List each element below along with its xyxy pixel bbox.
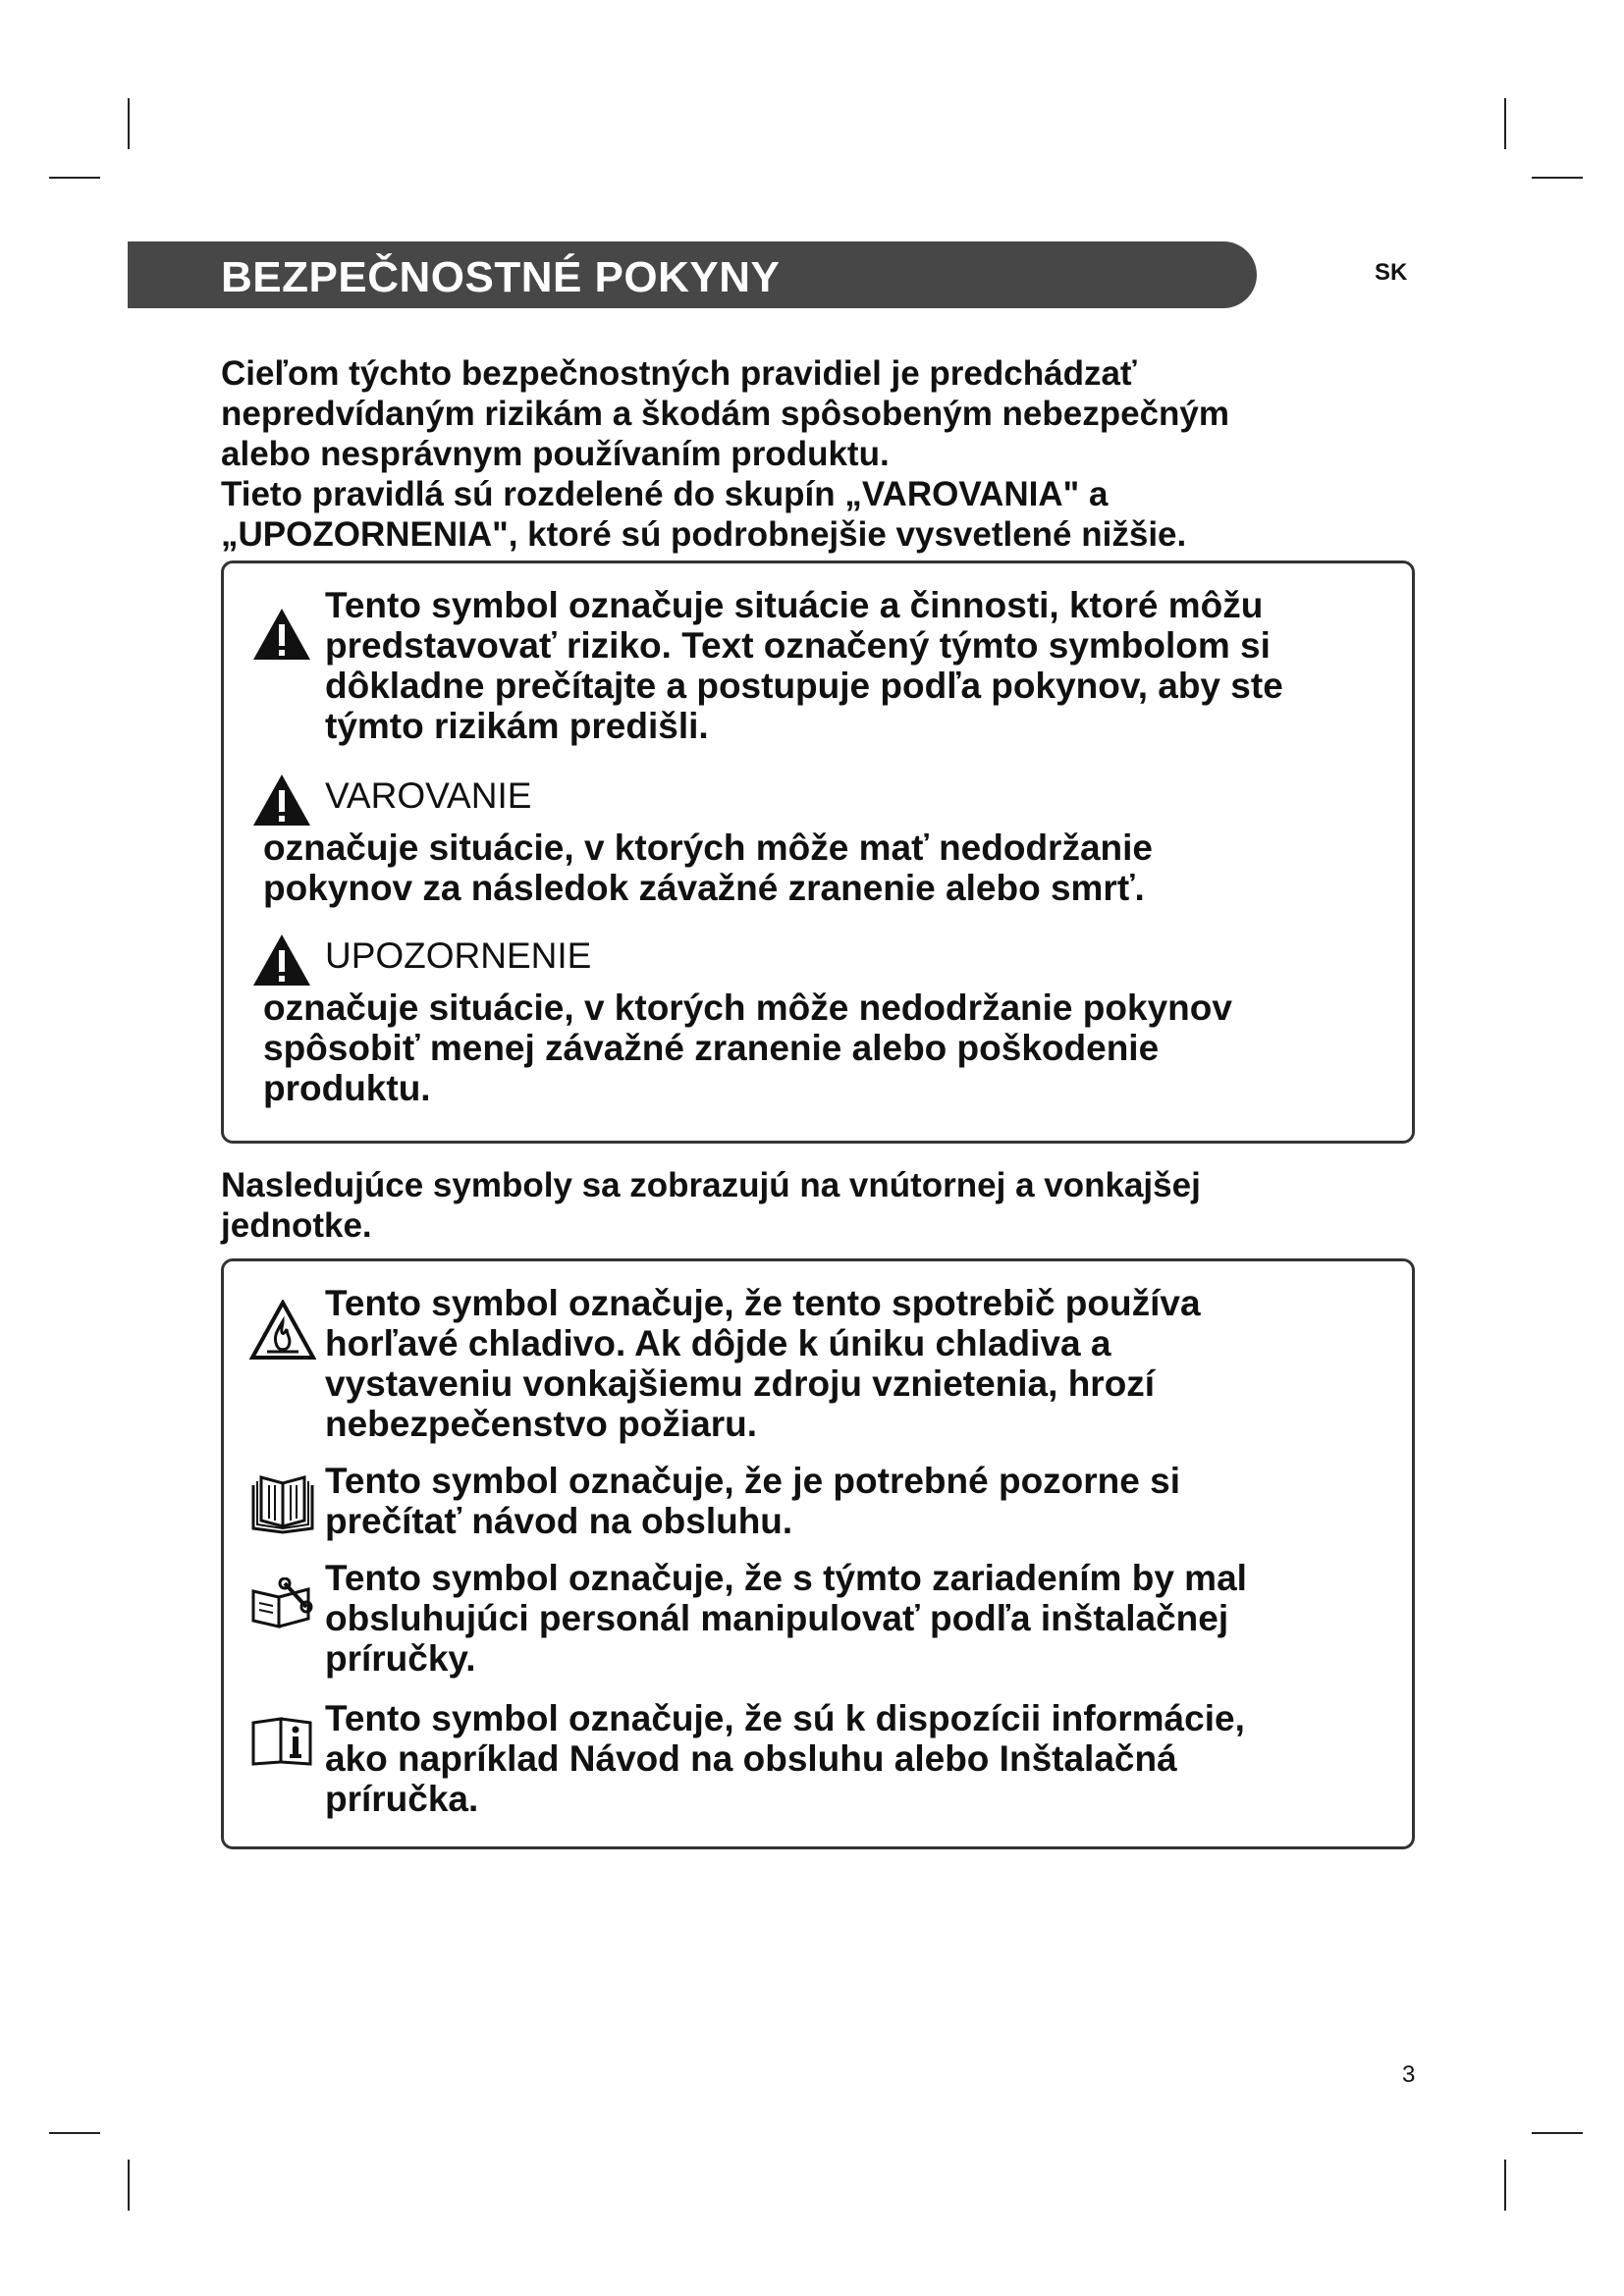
warning-legend-box	[221, 561, 1415, 1144]
warning-triangle-icon	[251, 773, 312, 828]
intro-line: Tieto pravidlá sú rozdelené do skupín „VAROVANIA" a	[221, 475, 1109, 513]
text-line: príručky.	[325, 1638, 476, 1679]
text-line: spôsobiť menej závažné zranenie alebo poškodenie	[263, 1028, 1160, 1068]
page-number: 3	[1402, 2061, 1416, 2088]
warning-description	[263, 828, 1392, 908]
text-line: Tento symbol označuje, že s týmto zariadením by mal	[325, 1558, 1247, 1598]
crop-mark	[128, 98, 130, 149]
text-line: horľavé chladivo. Ak dôjde k úniku chladiva a	[325, 1323, 1111, 1363]
intro-line: „UPOZORNENIA", ktoré sú podrobnejšie vysvetlené nižšie.	[221, 515, 1187, 554]
text-line: Tento symbol označuje situácie a činnosti, ktoré môžu	[325, 585, 1264, 625]
open-book-icon	[249, 1475, 316, 1534]
section-title: BEZPEČNOSTNÉ POKYNY	[221, 253, 781, 301]
text-line: Nasledujúce symboly sa zobrazujú na vnútornej a vonkajšej	[221, 1166, 1201, 1204]
symbol-explanation	[325, 585, 1395, 746]
language-code: SK	[1375, 259, 1408, 286]
warning-heading: VAROVANIE	[325, 775, 532, 816]
crop-mark	[128, 2160, 130, 2211]
symbols-legend-box	[221, 1258, 1415, 1849]
service-description	[325, 1558, 1395, 1679]
text-line: Tento symbol označuje, že sú k dispozícii informácie,	[325, 1698, 1245, 1738]
text-line: vystaveniu vonkajšiemu zdroju vznietenia, hrozí	[325, 1363, 1156, 1404]
crop-mark	[49, 2132, 100, 2134]
caution-description	[263, 988, 1392, 1108]
text-line: príručka.	[325, 1779, 479, 1819]
crop-mark	[1532, 177, 1583, 179]
crop-mark	[1504, 2160, 1506, 2211]
text-line: ako napríklad Návod na obsluhu alebo Inštalačná	[325, 1738, 1177, 1779]
service-manual-icon	[249, 1577, 316, 1630]
flammable-warning-icon	[249, 1300, 316, 1361]
intro-line: alebo nesprávnym používaním produktu.	[221, 435, 890, 473]
section-header-bar	[128, 241, 1257, 308]
text-line: pokynov za následok závažné zranenie alebo smrť.	[263, 868, 1145, 908]
text-line: obsluhujúci personál manipulovať podľa inštalačnej	[325, 1598, 1229, 1638]
flammable-description	[325, 1283, 1395, 1444]
text-line: označuje situácie, v ktorých môže nedodržanie pokynov	[263, 988, 1232, 1028]
intro-line: nepredvídaným rizikám a škodám spôsobeným nebezpečným	[221, 395, 1230, 433]
text-line: produktu.	[263, 1068, 431, 1108]
text-line: prečítať návod na obsluhu.	[325, 1501, 793, 1541]
text-line: jednotke.	[221, 1206, 372, 1245]
crop-mark	[1532, 2132, 1583, 2134]
crop-mark	[49, 177, 100, 179]
info-description	[325, 1698, 1395, 1819]
text-line: predstavovať riziko. Text označený týmto symbolom si	[325, 625, 1271, 666]
text-line: dôkladne prečítajte a postupuje podľa pokynov, aby ste	[325, 666, 1283, 706]
info-manual-icon	[249, 1715, 316, 1766]
warning-triangle-icon	[251, 933, 312, 988]
caution-heading: UPOZORNENIE	[325, 935, 592, 976]
text-line: Tento symbol označuje, že tento spotrebič používa	[325, 1283, 1201, 1323]
text-line: označuje situácie, v ktorých môže mať nedodržanie	[263, 828, 1153, 868]
symbols-intro	[221, 1165, 1380, 1246]
manual-description	[325, 1461, 1395, 1541]
text-line: nebezpečenstvo požiaru.	[325, 1404, 757, 1444]
text-line: týmto rizikám predišli.	[325, 706, 709, 746]
warning-triangle-icon	[251, 607, 312, 662]
text-line: Tento symbol označuje, že je potrebné pozorne si	[325, 1461, 1180, 1501]
intro-line: Cieľom týchto bezpečnostných pravidiel je predchádzať	[221, 354, 1137, 393]
intro-paragraph	[221, 353, 1380, 555]
crop-mark	[1504, 98, 1506, 149]
